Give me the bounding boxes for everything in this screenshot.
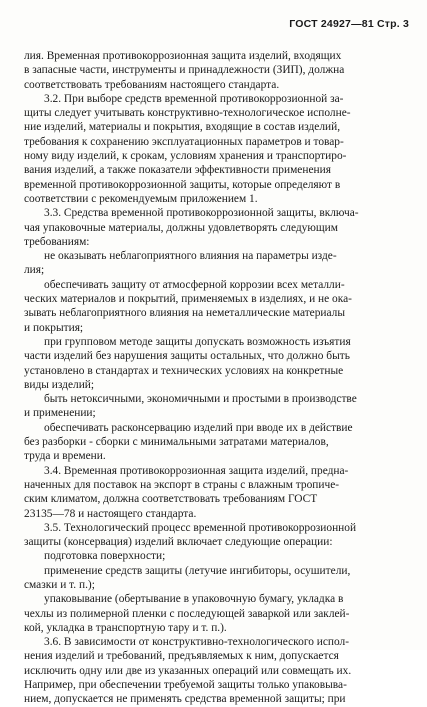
text-line: 3.2. При выборе средств временной противокоррозионной за-: [44, 92, 344, 105]
text-line: в запасные части, инструменты и принадлежности (ЗИП), должна: [24, 64, 345, 77]
text-line: ному виду изделий, к срокам, условиям хранения и транспортиро-: [24, 150, 347, 163]
text-line: 3.3. Средства временной противокоррозионной защиты, включа-: [44, 207, 359, 220]
text-line: нием, допускается не применять средства временной защиты; при: [24, 693, 346, 706]
text-line: ние изделий, материалы и покрытия, входящие в состав изделий,: [24, 121, 341, 134]
text-line: быть нетоксичными, экономичными и простыми в производстве: [44, 393, 357, 406]
text-line: ческих материалов и покрытий, применяемых в изделиях, и не ока-: [24, 293, 352, 306]
text-line: части изделий без нарушения защиты остальных, что должно быть: [24, 350, 350, 363]
text-line: 23135—78 и настоящего стандарта.: [24, 507, 197, 520]
document-body: [24, 49, 412, 707]
text-line: соответствии с рекомендуемым приложением 1.: [24, 192, 258, 205]
text-line: упаковывание (обертывание в упаковочную бумагу, укладка в: [44, 593, 344, 606]
text-line: наченных для поставок на экспорт в страны с влажным тропиче-: [24, 478, 340, 491]
text-line: виды изделий;: [24, 378, 95, 391]
text-line: Например, при обеспечении требуемой защиты только упаковыва-: [24, 679, 347, 692]
text-line: требования к сохранению эксплуатационных параметров и товар-: [24, 135, 344, 148]
text-line: 3.4. Временная противокоррозионная защита изделий, предна-: [44, 464, 349, 477]
text-line: при групповом методе защиты допускать возможность изъятия: [44, 335, 351, 348]
text-line: ским климатом, должна соответствовать требованиям ГОСТ: [24, 493, 318, 506]
text-line: установлено в стандартах и технических условиях на конкретные: [24, 364, 344, 377]
text-line: применение средств защиты (летучие ингибиторы, осушители,: [44, 564, 351, 577]
text-line: обеспечивать расконсервацию изделий при вводе их в действие: [44, 421, 353, 434]
text-line: соответствовать требованиям настоящего стандарта.: [24, 78, 280, 91]
text-line: без разборки - сборки с минимальными затратами материалов,: [24, 436, 329, 449]
text-line: и применении;: [24, 407, 96, 420]
text-line: смазки и т. п.);: [24, 578, 95, 591]
text-line: и покрытия;: [24, 321, 84, 334]
text-line: требованиям:: [24, 235, 90, 248]
text-line: защиты (консервация) изделий включает следующие операции:: [24, 536, 333, 549]
text-line: подготовка поверхности;: [44, 550, 166, 563]
text-line: чехлы из полимерной пленки с последующей заваркой или заклей-: [24, 607, 350, 620]
text-line: вания изделий, а также показатели эффективности применения: [24, 164, 331, 177]
text-line: труда и времени.: [24, 450, 106, 463]
text-line: нения изделий и требований, предъявляемых к ним, допускается: [24, 650, 339, 663]
text-line: чая упаковочные материалы, должны удовлетворять следующим: [24, 221, 338, 234]
text-line: 3.6. В зависимости от конструктивно-технологического испол-: [44, 636, 350, 649]
text-line: зывать неблагоприятного влияния на неметаллические материалы: [24, 307, 346, 320]
text-line: исключить одну или две из указанных операций или совмещать их.: [24, 664, 352, 677]
text-line: лия. Временная противокоррозионная защита изделий, входящих: [24, 50, 342, 62]
text-line: временной противокоррозионной защиты, которые определяют в: [24, 178, 341, 191]
text-line: 3.5. Технологический процесс временной противокоррозионной: [44, 521, 357, 534]
text-line: щиты следует учитывать конструктивно-технологическое исполне-: [24, 107, 351, 120]
page-header: ГОСТ 24927—81 Стр. 3: [289, 18, 409, 30]
text-line: кой, укладка в транспортную тару и т. п.).: [24, 621, 227, 634]
text-line: обеспечивать защиту от атмосферной коррозии всех металли-: [44, 278, 345, 291]
text-line: лия;: [24, 264, 45, 277]
text-line: не оказывать неблагоприятного влияния на параметры изде-: [44, 250, 337, 263]
